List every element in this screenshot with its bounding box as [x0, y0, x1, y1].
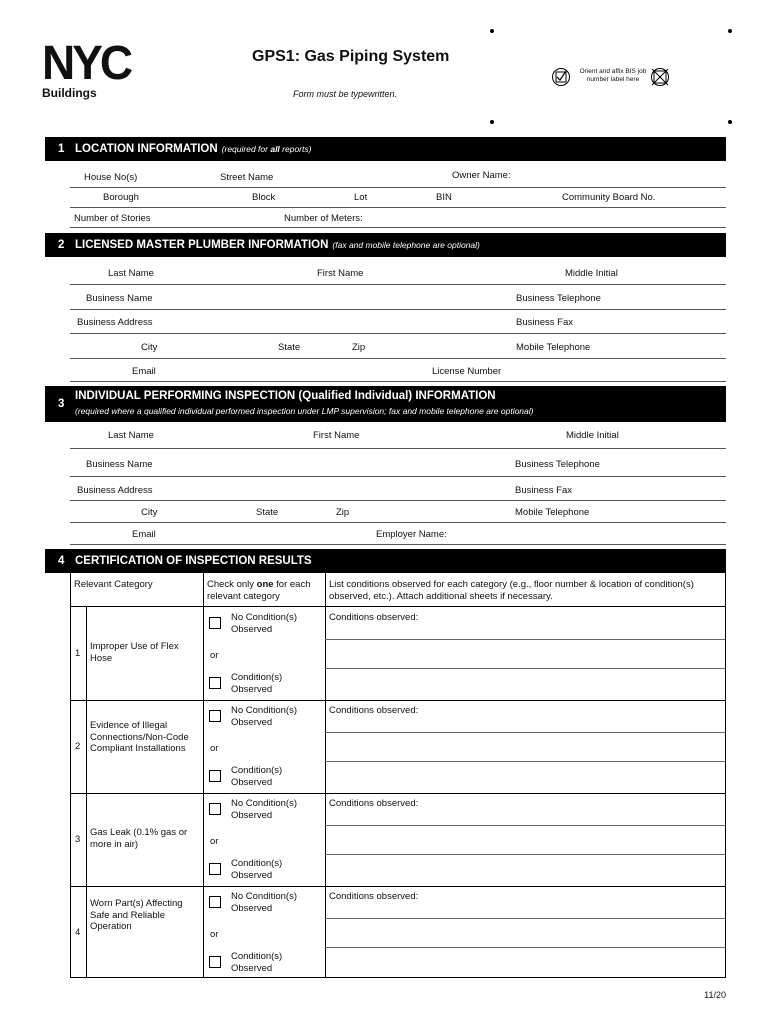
bis-label-text: Orient and affix BIS job number label here — [579, 68, 647, 83]
no-condition-label: No Condition(s) Observed — [231, 891, 297, 914]
qi-business-address-label: Business Address — [77, 485, 153, 496]
registration-dot — [490, 120, 494, 124]
lmp-license-label: License Number — [432, 366, 502, 377]
or-label: or — [210, 650, 219, 661]
qi-middle-initial-label: Middle Initial — [566, 430, 619, 441]
check-column-header: Check only one for each relevant category — [207, 579, 311, 602]
qi-zip-label: Zip — [336, 507, 350, 518]
section-number: 1 — [58, 143, 65, 155]
logo-subtext: Buildings — [42, 86, 97, 100]
lmp-zip-label: Zip — [352, 342, 366, 353]
or-label: or — [210, 929, 219, 940]
stories-label: Number of Stories — [74, 213, 151, 224]
no-condition-label: No Condition(s) Observed — [231, 798, 297, 821]
conditions-observed-field[interactable] — [326, 625, 724, 697]
lmp-business-fax-label: Business Fax — [516, 317, 574, 328]
section-title — [75, 239, 480, 251]
section-note: (required for all reports) — [221, 144, 312, 154]
meters-label: Number of Meters: — [284, 213, 363, 224]
condition-label: Condition(s) Observed — [231, 672, 283, 695]
section-3-header — [45, 386, 726, 422]
logo-text: NYC — [42, 34, 131, 90]
qi-business-phone-label: Business Telephone — [515, 459, 600, 470]
crossed-box-icon — [649, 66, 671, 88]
conditions-column-header: List conditions observed for each category (e.g., floor number & location of condition(s) observed, etc.). Attach additional sheets if necessary. — [329, 579, 694, 602]
condition-checkbox[interactable] — [209, 956, 221, 968]
section-title-text: INDIVIDUAL PERFORMING INSPECTION (Qualified Individual) INFORMATION — [75, 390, 496, 402]
borough-label: Borough — [103, 192, 139, 203]
qi-business-name-label: Business Name — [86, 459, 153, 470]
category-label: Worn Part(s) Affecting Safe and Reliable Operation — [90, 898, 183, 932]
lmp-business-address-label: Business Address — [77, 317, 153, 328]
qi-state-label: State — [256, 507, 279, 518]
section-title — [75, 143, 311, 155]
lot-label: Lot — [354, 192, 368, 203]
category-number: 3 — [75, 834, 81, 845]
section-1-header — [45, 137, 726, 161]
section-2-header — [45, 233, 726, 257]
section-4-header — [45, 549, 726, 573]
category-number: 2 — [75, 741, 81, 752]
condition-label: Condition(s) Observed — [231, 765, 283, 788]
registration-dot — [728, 120, 732, 124]
conditions-observed-label: Conditions observed: — [329, 798, 419, 809]
no-condition-checkbox[interactable] — [209, 617, 221, 629]
nyc-buildings-logo — [42, 34, 164, 100]
lmp-email-label: Email — [132, 366, 156, 377]
no-condition-label: No Condition(s) Observed — [231, 705, 297, 728]
form-subtitle: Form must be typewritten. — [293, 89, 398, 99]
condition-label: Condition(s) Observed — [231, 951, 283, 974]
qi-email-label: Email — [132, 529, 156, 540]
qi-employer-label: Employer Name: — [376, 529, 447, 540]
lmp-first-name-label: First Name — [317, 268, 364, 279]
lmp-business-phone-label: Business Telephone — [516, 293, 601, 304]
section-number: 2 — [58, 239, 65, 251]
category-column-header: Relevant Category — [74, 579, 153, 590]
section-title-text: LOCATION INFORMATION — [75, 143, 218, 155]
condition-checkbox[interactable] — [209, 770, 221, 782]
category-label: Improper Use of Flex Hose — [90, 641, 179, 664]
qi-city-label: City — [141, 507, 158, 518]
no-condition-checkbox[interactable] — [209, 710, 221, 722]
form-title: GPS1: Gas Piping System — [252, 48, 450, 65]
registration-dot — [728, 29, 732, 33]
or-label: or — [210, 743, 219, 754]
block-label: Block — [252, 192, 276, 203]
bis-label-area — [551, 66, 671, 88]
check-circle-icon — [551, 66, 573, 88]
qi-last-name-label: Last Name — [108, 430, 154, 441]
lmp-mobile-label: Mobile Telephone — [516, 342, 591, 353]
house-number-label: House No(s) — [84, 172, 138, 183]
conditions-observed-field[interactable] — [326, 811, 724, 883]
condition-label: Condition(s) Observed — [231, 858, 283, 881]
no-condition-checkbox[interactable] — [209, 896, 221, 908]
qi-first-name-label: First Name — [313, 430, 360, 441]
section-note: (fax and mobile telephone are optional) — [332, 240, 480, 250]
section-number: 4 — [58, 555, 65, 567]
conditions-observed-label: Conditions observed: — [329, 891, 419, 902]
category-number: 4 — [75, 927, 81, 938]
section-title-text: LICENSED MASTER PLUMBER INFORMATION — [75, 239, 329, 251]
conditions-observed-label: Conditions observed: — [329, 612, 419, 623]
section-number: 3 — [58, 398, 65, 410]
category-label: Gas Leak (0.1% gas or more in air) — [90, 827, 188, 850]
community-board-label: Community Board No. — [562, 192, 656, 203]
bin-label: BIN — [436, 192, 452, 203]
section-note: (required where a qualified individual performed inspection under LMP supervision; fax and mobile telephone are optional) — [75, 406, 534, 416]
category-label: Evidence of Illegal Connections/Non-Code Compliant Installations — [90, 720, 189, 754]
revision-date: 11/20 — [704, 990, 726, 1000]
conditions-observed-label: Conditions observed: — [329, 705, 419, 716]
condition-checkbox[interactable] — [209, 677, 221, 689]
qi-mobile-label: Mobile Telephone — [515, 507, 590, 518]
lmp-state-label: State — [278, 342, 301, 353]
lmp-city-label: City — [141, 342, 158, 353]
or-label: or — [210, 836, 219, 847]
street-name-label: Street Name — [220, 172, 274, 183]
section-title-text: CERTIFICATION OF INSPECTION RESULTS — [75, 555, 312, 567]
conditions-observed-field[interactable] — [326, 904, 724, 976]
conditions-observed-field[interactable] — [326, 718, 724, 790]
no-condition-checkbox[interactable] — [209, 803, 221, 815]
registration-dot — [490, 29, 494, 33]
no-condition-label: No Condition(s) Observed — [231, 612, 297, 635]
owner-name-label: Owner Name: — [452, 170, 511, 181]
lmp-last-name-label: Last Name — [108, 268, 154, 279]
condition-checkbox[interactable] — [209, 863, 221, 875]
lmp-business-name-label: Business Name — [86, 293, 153, 304]
qi-business-fax-label: Business Fax — [515, 485, 573, 496]
lmp-middle-initial-label: Middle Initial — [565, 268, 618, 279]
category-number: 1 — [75, 648, 81, 659]
